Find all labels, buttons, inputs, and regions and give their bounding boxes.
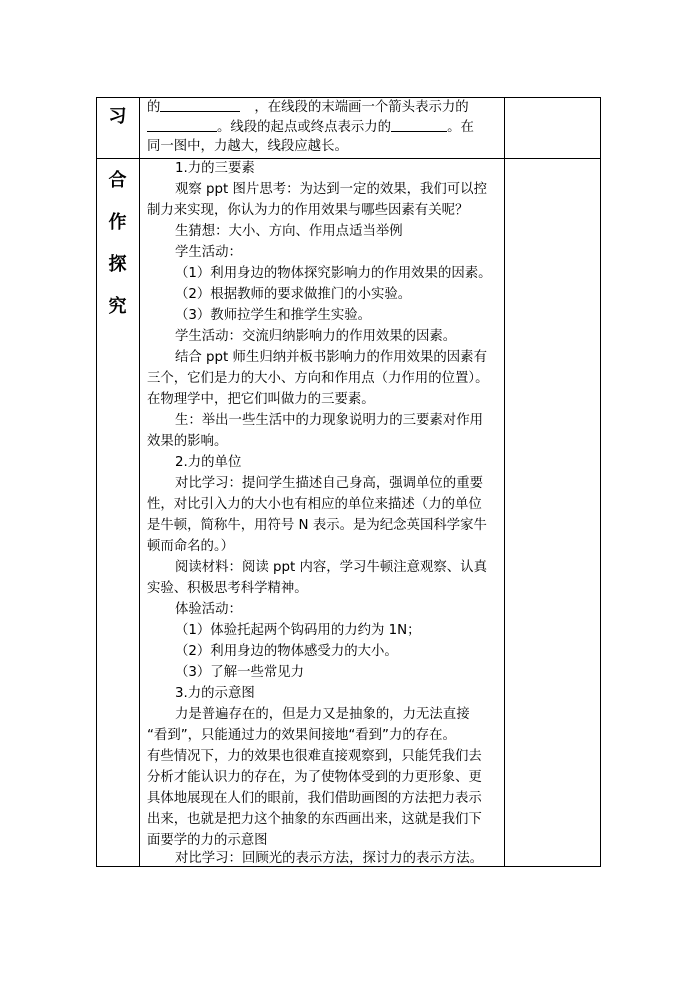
main-line: （2）利用身边的物体感受力的大小。 — [175, 644, 398, 659]
fill-in-blank — [160, 97, 240, 112]
main-line: 三个，它们是力的大小、方向和作用点（力作用的位置）。 — [147, 371, 489, 386]
main-line: 顿而命名的。） — [147, 539, 235, 554]
main-line: 出来，也就是把力这个抽象的东西画出来，这就是我们下 — [147, 812, 482, 827]
line2-suffix: 。线段的起点或终点表示力的 — [217, 120, 392, 135]
main-line: 分析才能认识力的存在，为了使物体受到的力更形象、更 — [147, 770, 482, 785]
main-line: 对比学习：提问学生描述自己身高，强调单位的重要 — [175, 476, 483, 491]
main-line: 面要学的力的示意图 — [147, 833, 268, 848]
table-border-right — [600, 97, 601, 867]
main-line: 生：举出一些生活中的力现象说明力的三要素对作用 — [175, 413, 483, 428]
table-border-left — [96, 97, 97, 867]
main-line: 实验、积极思考科学精神。 — [147, 581, 308, 596]
main-line: 学生活动：交流归纳影响力的作用效果的因素。 — [175, 329, 457, 344]
main-line: （3）了解一些常见力 — [175, 665, 305, 680]
main-line: 体验活动： — [175, 602, 242, 617]
main-line: （1）体验托起两个钩码用的力约为 1N； — [175, 623, 421, 638]
section-label-char-1: 合 — [108, 170, 127, 191]
table-column-divider — [139, 97, 140, 867]
line1-prefix: 的 — [147, 100, 161, 115]
main-line: 2.力的单位 — [175, 455, 242, 470]
main-line: 生猜想：大小、方向、作用点适当举例 — [175, 224, 403, 239]
line2-end: 。在 — [447, 120, 474, 135]
main-line: 阅读材料：阅读 ppt 内容，学习牛顿注意观察、认真 — [175, 560, 487, 575]
fill-in-blank — [147, 117, 217, 132]
main-line: （1）利用身边的物体探究影响力的作用效果的因素。 — [175, 266, 492, 281]
main-line: 力是普遍存在的，但是力又是抽象的，力无法直接 — [175, 707, 470, 722]
section-label-char-3: 探 — [108, 254, 127, 275]
main-line: 具体地展现在人们的眼前，我们借助画图的方法把力表示 — [147, 791, 482, 806]
top-cell-line-3: 同一图中，力越大，线段应越长。 — [147, 139, 348, 154]
main-line: 是牛顿，简称牛，用符号 N 表示。是为纪念英国科学家牛 — [147, 518, 487, 533]
fill-in-blank — [391, 117, 447, 132]
main-line: 有些情况下，力的效果也很难直接观察到，只能凭我们去 — [147, 749, 482, 764]
line1-suffix: ，在线段的末端画一个箭头表示力的 — [254, 100, 469, 115]
main-line: 制力来实现，你认为力的作用效果与哪些因素有关呢？ — [147, 203, 469, 218]
top-cell-line-1 — [147, 97, 499, 118]
main-line: （3）教师拉学生和推学生实验。 — [175, 308, 371, 323]
main-line: 对比学习：回顾光的表示方法，探讨力的表示方法。 — [175, 851, 483, 866]
main-line: 在物理学中，把它们叫做力的三要素。 — [147, 392, 375, 407]
top-cell-line-2 — [147, 117, 499, 138]
main-line: 效果的影响。 — [147, 434, 228, 449]
section-label-practice: 习 — [108, 106, 127, 127]
main-line: “看到”，只能通过力的效果间接地“看到”力的存在。 — [147, 728, 456, 743]
main-line: 1.力的三要素 — [175, 161, 255, 176]
section-label-char-4: 究 — [108, 296, 127, 317]
main-line: 观察 ppt 图片思考：为达到一定的效果，我们可以控 — [175, 182, 487, 197]
main-line: 性，对比引入力的大小也有相应的单位来描述（力的单位 — [147, 497, 482, 512]
main-line: （2）根据教师的要求做推门的小实验。 — [175, 287, 412, 302]
main-line: 学生活动： — [175, 245, 242, 260]
main-line: 3.力的示意图 — [175, 686, 255, 701]
section-label-char-2: 作 — [108, 212, 127, 233]
main-line: 结合 ppt 师生归纳并板书影响力的作用效果的因素有 — [175, 350, 487, 365]
